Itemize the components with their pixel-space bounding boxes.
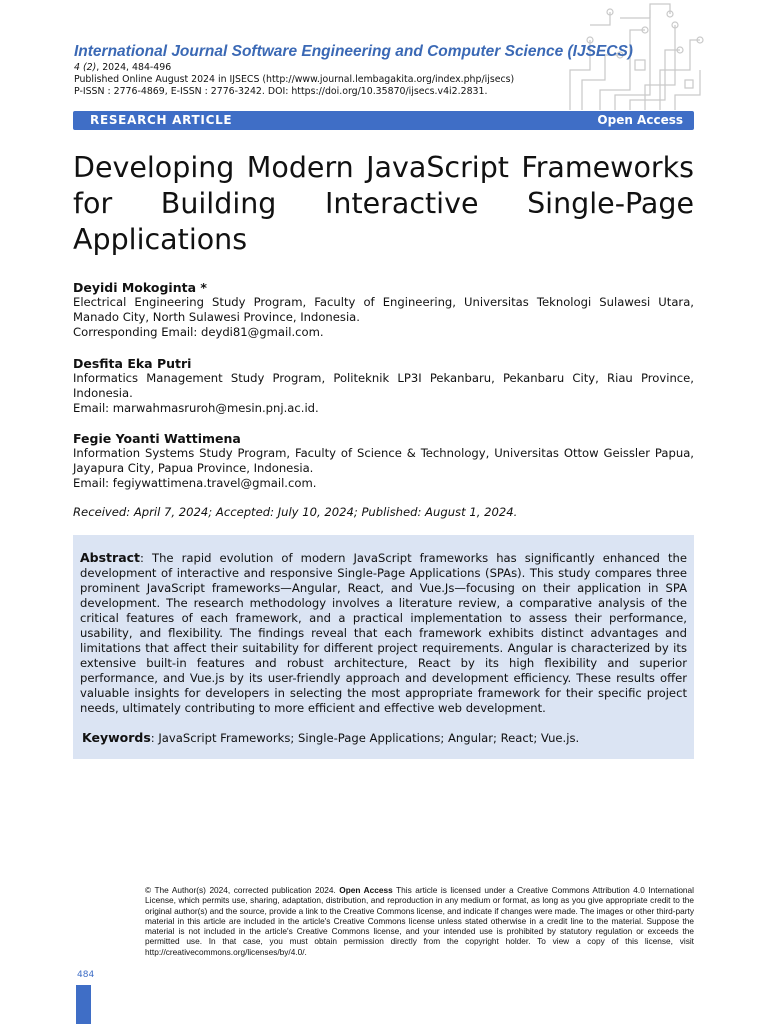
author-block [73, 280, 694, 340]
keywords-body: : JavaScript Frameworks; Single-Page Applications; Angular; React; Vue.js. [150, 731, 580, 745]
license-notice [145, 885, 694, 957]
author-name: Desfita Eka Putri [73, 356, 192, 371]
page-number: 484 [77, 970, 95, 980]
author-block [73, 431, 694, 491]
volume-issue: 4 (2) [74, 62, 97, 73]
abstract-box [73, 535, 694, 759]
page-side-marker [76, 985, 91, 1024]
volume-line [74, 62, 634, 74]
article-type-banner [73, 111, 694, 130]
paper-title: Developing Modern JavaScript Frameworks for Building Interactive Single-Page Applications [73, 151, 694, 256]
license-open-access: Open Access [339, 885, 393, 895]
abstract-body: : The rapid evolution of modern JavaScript frameworks has significantly enhanced the development of interactive and responsive Single-Page Applications (SPAs). This study compares three prominent JavaScript frameworks—Angular, React, and Vue.Js—focusing on their application in SPA development. The research methodology involves a literature review, a comparative analysis of the critical features of each framework, and a practical implementation to assess their performance, usability, and flexibility. The findings reveal that each framework exhibits distinct advantages and limitations that affect their suitability for different project requirements. Angular is characterized by its extensive built-in features and robust architecture, React by its high flexibility and superior performance, and Vue.js by its user-friendly approach and development efficiency. These results offer valuable insights for developers in selecting the most appropriate framework for their specific project needs, ultimately contributing to more efficient and effective web development. [80, 551, 687, 715]
year-pages: , 2024, 484-496 [96, 62, 172, 73]
abstract-label: Abstract [80, 550, 141, 565]
journal-title: International Journal Software Engineering and Computer Science (IJSECS) [74, 43, 633, 60]
author-affiliation: Information Systems Study Program, Faculty of Science & Technology, Universitas Ottow Geissler Papua, Jayapura City, Papua Province, Indonesia. [73, 446, 694, 475]
license-prefix: © The Author(s) 2024, corrected publication 2024. [145, 885, 340, 895]
author-affiliation: Informatics Management Study Program, Politeknik LP3I Pekanbaru, Pekanbaru City, Riau Province, Indonesia. [73, 371, 694, 400]
published-line: Published Online August 2024 in IJSECS (http://www.journal.lembagakita.org/index.php/ijsecs) [74, 74, 515, 85]
author-email: Email: marwahmasruroh@mesin.pnj.ac.id. [73, 401, 319, 415]
issn-doi-line: P-ISSN : 2776-4869, E-ISSN : 2776-3242. DOI: https://doi.org/10.35870/ijsecs.v4i2.2831. [74, 86, 488, 97]
open-access-label: Open Access [597, 113, 683, 127]
author-affiliation: Electrical Engineering Study Program, Faculty of Engineering, Universitas Teknologi Sulawesi Utara, Manado City, North Sulawesi Province, Indonesia. [73, 295, 694, 324]
author-block [73, 356, 694, 416]
author-name: Deyidi Mokoginta * [73, 280, 207, 295]
author-email: Corresponding Email: deydi81@gmail.com. [73, 325, 324, 339]
license-body: This article is licensed under a Creative Commons Attribution 4.0 International License, which permits use, sharing, adaptation, distribution, and reproduction in any medium or format, as long as you give appropriate credit to the original author(s) and the source, provide a link to the Creative Commons license, and indicate if changes were made. The images or other third-party material in this article are included in the article's Creative Commons license unless stated otherwise in a credit line to the material. Suppose the material is not included in the article's Creative Commons license, and your intended use is prohibited by statutory regulation or exceeds the permitted use. In that case, you must obtain permission directly from the copyright holder. To view a copy of this license, visit http://creativecommons.org/licenses/by/4.0/. [145, 885, 695, 957]
abstract-paragraph [80, 550, 687, 716]
author-email: Email: fegiywattimena.travel@gmail.com. [73, 476, 317, 490]
article-type-label: RESEARCH ARTICLE [90, 113, 233, 127]
publication-dates: Received: April 7, 2024; Accepted: July 10, 2024; Published: August 1, 2024. [73, 505, 518, 519]
keywords-label: Keywords [82, 730, 151, 745]
keywords-line [82, 730, 682, 745]
author-name: Fegie Yoanti Wattimena [73, 431, 241, 446]
